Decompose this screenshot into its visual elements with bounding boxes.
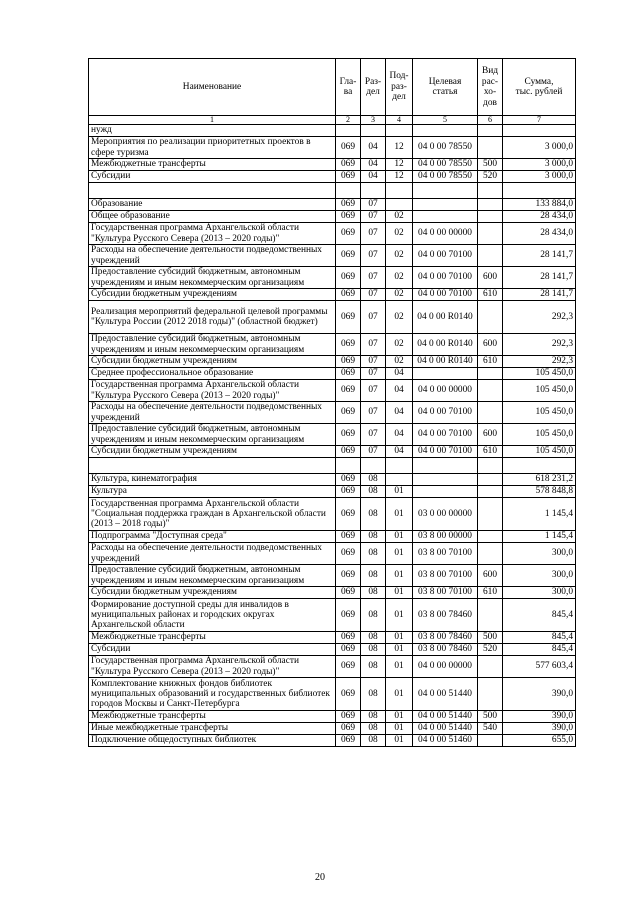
cell-sum: 300,0 — [503, 587, 576, 599]
cell-expense-type — [478, 735, 503, 747]
cell-subsection: 01 — [386, 632, 413, 644]
cell-chapter: 069 — [336, 543, 361, 565]
cell-target-article: 04 0 00 78550 — [413, 137, 478, 159]
cell-section: 07 — [361, 289, 386, 301]
cell-section: 08 — [361, 632, 386, 644]
cell-sum: 1 145,4 — [503, 531, 576, 543]
cell-subsection: 04 — [386, 368, 413, 380]
cell-expense-type: 540 — [478, 723, 503, 735]
cell-expense-type — [478, 474, 503, 486]
table-row — [89, 678, 576, 711]
cell-sum: 292,3 — [503, 301, 576, 334]
header-sum: Сумма, тыс. рублей — [503, 59, 576, 116]
table-row — [89, 599, 576, 632]
cell-section: 04 — [361, 171, 386, 183]
cell-target-article — [413, 199, 478, 211]
cell-sum: 578 848,8 — [503, 486, 576, 498]
cell-chapter: 069 — [336, 565, 361, 587]
cell-section: 04 — [361, 137, 386, 159]
table-row — [89, 644, 576, 656]
header-section: Раз- дел — [361, 59, 386, 116]
cell-section: 07 — [361, 199, 386, 211]
cell-expense-type — [478, 678, 503, 711]
cell-chapter: 069 — [336, 735, 361, 747]
cell-chapter: 069 — [336, 656, 361, 678]
cell-section: 08 — [361, 723, 386, 735]
cell-sum: 133 884,0 — [503, 199, 576, 211]
cell-subsection: 02 — [386, 356, 413, 368]
cell-expense-type — [478, 199, 503, 211]
header-chapter: Гла- ва — [336, 59, 361, 116]
cell-target-article — [413, 183, 478, 199]
cell-chapter: 069 — [336, 678, 361, 711]
table-row — [89, 531, 576, 543]
cell-subsection — [386, 183, 413, 199]
cell-name — [89, 458, 336, 474]
cell-expense-type: 520 — [478, 171, 503, 183]
cell-chapter: 069 — [336, 137, 361, 159]
cell-chapter: 069 — [336, 446, 361, 458]
cell-chapter — [336, 183, 361, 199]
cell-sum: 845,4 — [503, 632, 576, 644]
cell-target-article: 04 0 00 70100 — [413, 245, 478, 267]
cell-sum: 1 145,4 — [503, 498, 576, 531]
cell-section — [361, 458, 386, 474]
cell-chapter: 069 — [336, 211, 361, 223]
cell-target-article: 03 8 00 70100 — [413, 587, 478, 599]
cell-expense-type — [478, 402, 503, 424]
cell-section: 07 — [361, 223, 386, 245]
table-row — [89, 543, 576, 565]
cell-expense-type — [478, 368, 503, 380]
cell-section: 08 — [361, 656, 386, 678]
cell-name: Государственная программа Архангельской области "Культура Русского Севера (2013 – 2020 годы)" — [89, 380, 336, 402]
table-row — [89, 458, 576, 474]
table-row — [89, 565, 576, 587]
cell-chapter: 069 — [336, 486, 361, 498]
cell-expense-type: 500 — [478, 159, 503, 171]
cell-section: 08 — [361, 644, 386, 656]
cell-subsection: 01 — [386, 644, 413, 656]
table-row — [89, 171, 576, 183]
cell-name: Расходы на обеспечение деятельности подведомственных учреждений — [89, 245, 336, 267]
cell-subsection: 01 — [386, 565, 413, 587]
column-index: 5 — [413, 116, 478, 125]
cell-expense-type: 500 — [478, 632, 503, 644]
cell-section: 08 — [361, 711, 386, 723]
cell-chapter: 069 — [336, 474, 361, 486]
cell-expense-type: 600 — [478, 424, 503, 446]
cell-name: Комплектование книжных фондов библиотек муниципальных образований и государственных библиотек городов Москвы и Санкт-Петербурга — [89, 678, 336, 711]
cell-target-article — [413, 211, 478, 223]
cell-subsection: 01 — [386, 678, 413, 711]
cell-chapter: 069 — [336, 223, 361, 245]
cell-name: Субсидии бюджетным учреждениям — [89, 356, 336, 368]
cell-expense-type — [478, 599, 503, 632]
cell-target-article: 03 8 00 70100 — [413, 543, 478, 565]
cell-subsection: 01 — [386, 599, 413, 632]
cell-subsection — [386, 474, 413, 486]
table-row — [89, 711, 576, 723]
cell-sum: 618 231,2 — [503, 474, 576, 486]
cell-sum: 105 450,0 — [503, 424, 576, 446]
cell-subsection: 01 — [386, 735, 413, 747]
header-subsection: Под- раз- дел — [386, 59, 413, 116]
cell-chapter: 069 — [336, 424, 361, 446]
cell-target-article: 03 8 00 78460 — [413, 599, 478, 632]
cell-sum: 3 000,0 — [503, 159, 576, 171]
cell-expense-type: 520 — [478, 644, 503, 656]
cell-name: Межбюджетные трансферты — [89, 632, 336, 644]
cell-section: 07 — [361, 402, 386, 424]
cell-chapter: 069 — [336, 402, 361, 424]
cell-sum: 655,0 — [503, 735, 576, 747]
cell-expense-type — [478, 656, 503, 678]
cell-section: 08 — [361, 678, 386, 711]
cell-subsection: 02 — [386, 267, 413, 289]
cell-target-article: 04 0 00 78550 — [413, 171, 478, 183]
cell-section: 04 — [361, 159, 386, 171]
column-index: 3 — [361, 116, 386, 125]
cell-expense-type — [478, 223, 503, 245]
cell-subsection: 12 — [386, 171, 413, 183]
cell-name: Среднее профессиональное образование — [89, 368, 336, 380]
cell-chapter: 069 — [336, 356, 361, 368]
cell-target-article: 04 0 00 51460 — [413, 735, 478, 747]
table-row — [89, 735, 576, 747]
cell-chapter: 069 — [336, 723, 361, 735]
cell-sum: 3 000,0 — [503, 137, 576, 159]
cell-name: Предоставление субсидий бюджетным, автономным учреждениям и иным некоммерческим организациям — [89, 424, 336, 446]
cell-section: 08 — [361, 735, 386, 747]
cell-subsection: 04 — [386, 402, 413, 424]
cell-subsection: 02 — [386, 223, 413, 245]
cell-section — [361, 183, 386, 199]
table-row — [89, 723, 576, 735]
column-index: 7 — [503, 116, 576, 125]
cell-name: Образование — [89, 199, 336, 211]
cell-target-article: 04 0 00 R0140 — [413, 301, 478, 334]
cell-chapter: 069 — [336, 368, 361, 380]
cell-sum: 300,0 — [503, 565, 576, 587]
cell-expense-type: 600 — [478, 565, 503, 587]
cell-target-article: 03 8 00 78460 — [413, 644, 478, 656]
cell-name: Мероприятия по реализации приоритетных проектов в сфере туризма — [89, 137, 336, 159]
cell-sum: 390,0 — [503, 723, 576, 735]
column-index: 1 — [89, 116, 336, 125]
cell-name: Субсидии — [89, 644, 336, 656]
cell-target-article: 03 8 00 00000 — [413, 531, 478, 543]
cell-sum: 577 603,4 — [503, 656, 576, 678]
table-row — [89, 334, 576, 356]
cell-expense-type: 610 — [478, 356, 503, 368]
cell-target-article — [413, 368, 478, 380]
cell-sum: 28 434,0 — [503, 223, 576, 245]
cell-name: Иные межбюджетные трансферты — [89, 723, 336, 735]
cell-chapter: 069 — [336, 632, 361, 644]
cell-chapter: 069 — [336, 159, 361, 171]
cell-sum: 28 434,0 — [503, 211, 576, 223]
cell-section: 07 — [361, 368, 386, 380]
cell-sum: 105 450,0 — [503, 380, 576, 402]
cell-target-article: 04 0 00 51440 — [413, 711, 478, 723]
cell-subsection: 02 — [386, 211, 413, 223]
cell-name: Предоставление субсидий бюджетным, автономным учреждениям и иным некоммерческим организациям — [89, 334, 336, 356]
cell-target-article — [413, 474, 478, 486]
cell-name: Предоставление субсидий бюджетным, автономным учреждениям и иным некоммерческим организациям — [89, 565, 336, 587]
cell-chapter: 069 — [336, 267, 361, 289]
cell-expense-type — [478, 183, 503, 199]
cell-subsection: 02 — [386, 245, 413, 267]
cell-section: 07 — [361, 380, 386, 402]
column-index: 6 — [478, 116, 503, 125]
cell-section: 08 — [361, 543, 386, 565]
cell-chapter: 069 — [336, 498, 361, 531]
cell-subsection — [386, 458, 413, 474]
cell-name: Расходы на обеспечение деятельности подведомственных учреждений — [89, 543, 336, 565]
cell-expense-type — [478, 211, 503, 223]
cell-sum: 300,0 — [503, 543, 576, 565]
column-index: 4 — [386, 116, 413, 125]
table-row — [89, 368, 576, 380]
cell-name: Культура, кинематография — [89, 474, 336, 486]
cell-target-article: 04 0 00 70100 — [413, 289, 478, 301]
cell-name: Подпрограмма "Доступная среда" — [89, 531, 336, 543]
cell-name: Субсидии бюджетным учреждениям — [89, 587, 336, 599]
table-row — [89, 223, 576, 245]
cell-chapter — [336, 458, 361, 474]
cell-section: 08 — [361, 599, 386, 632]
table-row — [89, 199, 576, 211]
cell-sum — [503, 125, 576, 137]
cell-subsection: 04 — [386, 446, 413, 458]
cell-sum: 390,0 — [503, 678, 576, 711]
cell-subsection — [386, 199, 413, 211]
cell-subsection: 04 — [386, 424, 413, 446]
cell-sum: 845,4 — [503, 644, 576, 656]
cell-chapter — [336, 125, 361, 137]
cell-chapter: 069 — [336, 171, 361, 183]
table-column-index-row — [89, 116, 576, 125]
cell-subsection: 01 — [386, 587, 413, 599]
table-row — [89, 424, 576, 446]
cell-chapter: 069 — [336, 644, 361, 656]
cell-section: 07 — [361, 301, 386, 334]
cell-expense-type — [478, 245, 503, 267]
cell-name: Государственная программа Архангельской области "Социальная поддержка граждан в Архангельской области (2013 – 2018 годы)" — [89, 498, 336, 531]
cell-expense-type: 610 — [478, 289, 503, 301]
cell-name: Культура — [89, 486, 336, 498]
cell-name: Межбюджетные трансферты — [89, 159, 336, 171]
cell-chapter: 069 — [336, 711, 361, 723]
table-row — [89, 267, 576, 289]
cell-name: Общее образование — [89, 211, 336, 223]
cell-subsection: 12 — [386, 137, 413, 159]
cell-subsection: 01 — [386, 498, 413, 531]
table-row — [89, 656, 576, 678]
table-row — [89, 159, 576, 171]
cell-target-article: 04 0 00 70100 — [413, 402, 478, 424]
cell-section: 08 — [361, 498, 386, 531]
cell-section: 08 — [361, 565, 386, 587]
cell-target-article: 04 0 00 00000 — [413, 656, 478, 678]
cell-name: нужд — [89, 125, 336, 137]
page-number: 20 — [315, 872, 325, 883]
cell-expense-type — [478, 486, 503, 498]
cell-target-article: 03 8 00 78460 — [413, 632, 478, 644]
cell-sum — [503, 183, 576, 199]
cell-subsection: 01 — [386, 656, 413, 678]
table-row — [89, 587, 576, 599]
cell-subsection: 01 — [386, 711, 413, 723]
cell-expense-type: 600 — [478, 334, 503, 356]
table-row — [89, 380, 576, 402]
cell-name — [89, 183, 336, 199]
cell-expense-type — [478, 125, 503, 137]
cell-expense-type: 500 — [478, 711, 503, 723]
cell-sum: 28 141,7 — [503, 245, 576, 267]
cell-section: 07 — [361, 245, 386, 267]
cell-name: Предоставление субсидий бюджетным, автономным учреждениям и иным некоммерческим организациям — [89, 267, 336, 289]
table-row — [89, 183, 576, 199]
cell-expense-type: 610 — [478, 587, 503, 599]
table-row — [89, 245, 576, 267]
cell-expense-type — [478, 301, 503, 334]
table-row — [89, 211, 576, 223]
cell-chapter: 069 — [336, 531, 361, 543]
cell-name: Формирование доступной среды для инвалидов в муниципальных районах и городских округах Архангельской области — [89, 599, 336, 632]
cell-chapter: 069 — [336, 380, 361, 402]
cell-sum: 28 141,7 — [503, 289, 576, 301]
cell-chapter: 069 — [336, 289, 361, 301]
cell-expense-type — [478, 380, 503, 402]
cell-expense-type — [478, 498, 503, 531]
cell-target-article: 04 0 00 70100 — [413, 424, 478, 446]
cell-section: 07 — [361, 267, 386, 289]
cell-subsection: 04 — [386, 380, 413, 402]
cell-target-article: 04 0 00 51440 — [413, 723, 478, 735]
cell-sum — [503, 458, 576, 474]
cell-target-article: 04 0 00 78550 — [413, 159, 478, 171]
cell-section: 07 — [361, 334, 386, 356]
table-header-row — [89, 59, 576, 116]
cell-sum: 292,3 — [503, 334, 576, 356]
cell-chapter: 069 — [336, 199, 361, 211]
cell-subsection: 01 — [386, 531, 413, 543]
cell-subsection: 01 — [386, 723, 413, 735]
cell-name: Государственная программа Архангельской области "Культура Русского Севера (2013 – 2020 годы)" — [89, 656, 336, 678]
cell-sum: 105 450,0 — [503, 402, 576, 424]
cell-section: 07 — [361, 424, 386, 446]
header-name: Наименование — [89, 59, 336, 116]
cell-sum: 845,4 — [503, 599, 576, 632]
table-row — [89, 498, 576, 531]
cell-expense-type — [478, 137, 503, 159]
cell-chapter: 069 — [336, 334, 361, 356]
cell-subsection — [386, 125, 413, 137]
cell-target-article: 04 0 00 00000 — [413, 223, 478, 245]
cell-name: Межбюджетные трансферты — [89, 711, 336, 723]
table-row — [89, 125, 576, 137]
cell-name: Реализация мероприятий федеральной целевой программы "Культура России (2012 2018 годы)" (областной бюджет) — [89, 301, 336, 334]
cell-sum: 105 450,0 — [503, 446, 576, 458]
cell-target-article: 04 0 00 00000 — [413, 380, 478, 402]
cell-target-article: 04 0 00 51440 — [413, 678, 478, 711]
cell-section: 07 — [361, 446, 386, 458]
header-expense-type: Вид рас- хо- дов — [478, 59, 503, 116]
cell-sum: 105 450,0 — [503, 368, 576, 380]
cell-subsection: 01 — [386, 543, 413, 565]
cell-target-article: 04 0 00 R0140 — [413, 356, 478, 368]
cell-chapter: 069 — [336, 599, 361, 632]
cell-sum: 292,3 — [503, 356, 576, 368]
cell-subsection: 02 — [386, 334, 413, 356]
cell-name: Субсидии — [89, 171, 336, 183]
cell-name: Субсидии бюджетным учреждениям — [89, 289, 336, 301]
cell-expense-type — [478, 531, 503, 543]
table-row — [89, 289, 576, 301]
cell-target-article: 03 0 00 00000 — [413, 498, 478, 531]
table-row — [89, 301, 576, 334]
cell-name: Расходы на обеспечение деятельности подведомственных учреждений — [89, 402, 336, 424]
table-row — [89, 356, 576, 368]
cell-subsection: 12 — [386, 159, 413, 171]
column-index: 2 — [336, 116, 361, 125]
cell-chapter: 069 — [336, 245, 361, 267]
cell-name: Субсидии бюджетным учреждениям — [89, 446, 336, 458]
cell-section: 08 — [361, 474, 386, 486]
cell-subsection: 01 — [386, 486, 413, 498]
cell-target-article — [413, 125, 478, 137]
cell-chapter: 069 — [336, 587, 361, 599]
cell-name: Подключение общедоступных библиотек — [89, 735, 336, 747]
cell-sum: 28 141,7 — [503, 267, 576, 289]
cell-sum: 390,0 — [503, 711, 576, 723]
cell-target-article — [413, 458, 478, 474]
cell-section: 08 — [361, 486, 386, 498]
table-row — [89, 486, 576, 498]
table-row — [89, 137, 576, 159]
header-target-article: Целевая статья — [413, 59, 478, 116]
cell-target-article — [413, 486, 478, 498]
cell-sum: 3 000,0 — [503, 171, 576, 183]
cell-expense-type: 610 — [478, 446, 503, 458]
cell-section: 08 — [361, 531, 386, 543]
cell-section — [361, 125, 386, 137]
cell-subsection: 02 — [386, 301, 413, 334]
cell-subsection: 02 — [386, 289, 413, 301]
cell-section: 07 — [361, 356, 386, 368]
cell-target-article: 04 0 00 70100 — [413, 446, 478, 458]
cell-expense-type: 600 — [478, 267, 503, 289]
table-row — [89, 402, 576, 424]
cell-target-article: 04 0 00 70100 — [413, 267, 478, 289]
cell-name: Государственная программа Архангельской области "Культура Русского Севера (2013 – 2020 годы)" — [89, 223, 336, 245]
table-body — [89, 125, 576, 747]
cell-chapter: 069 — [336, 301, 361, 334]
cell-target-article: 03 8 00 70100 — [413, 565, 478, 587]
cell-section: 08 — [361, 587, 386, 599]
cell-expense-type — [478, 543, 503, 565]
table-row — [89, 632, 576, 644]
table-row — [89, 446, 576, 458]
table-row — [89, 474, 576, 486]
cell-target-article: 04 0 00 R0140 — [413, 334, 478, 356]
cell-expense-type — [478, 458, 503, 474]
budget-table — [88, 58, 576, 747]
cell-section: 07 — [361, 211, 386, 223]
